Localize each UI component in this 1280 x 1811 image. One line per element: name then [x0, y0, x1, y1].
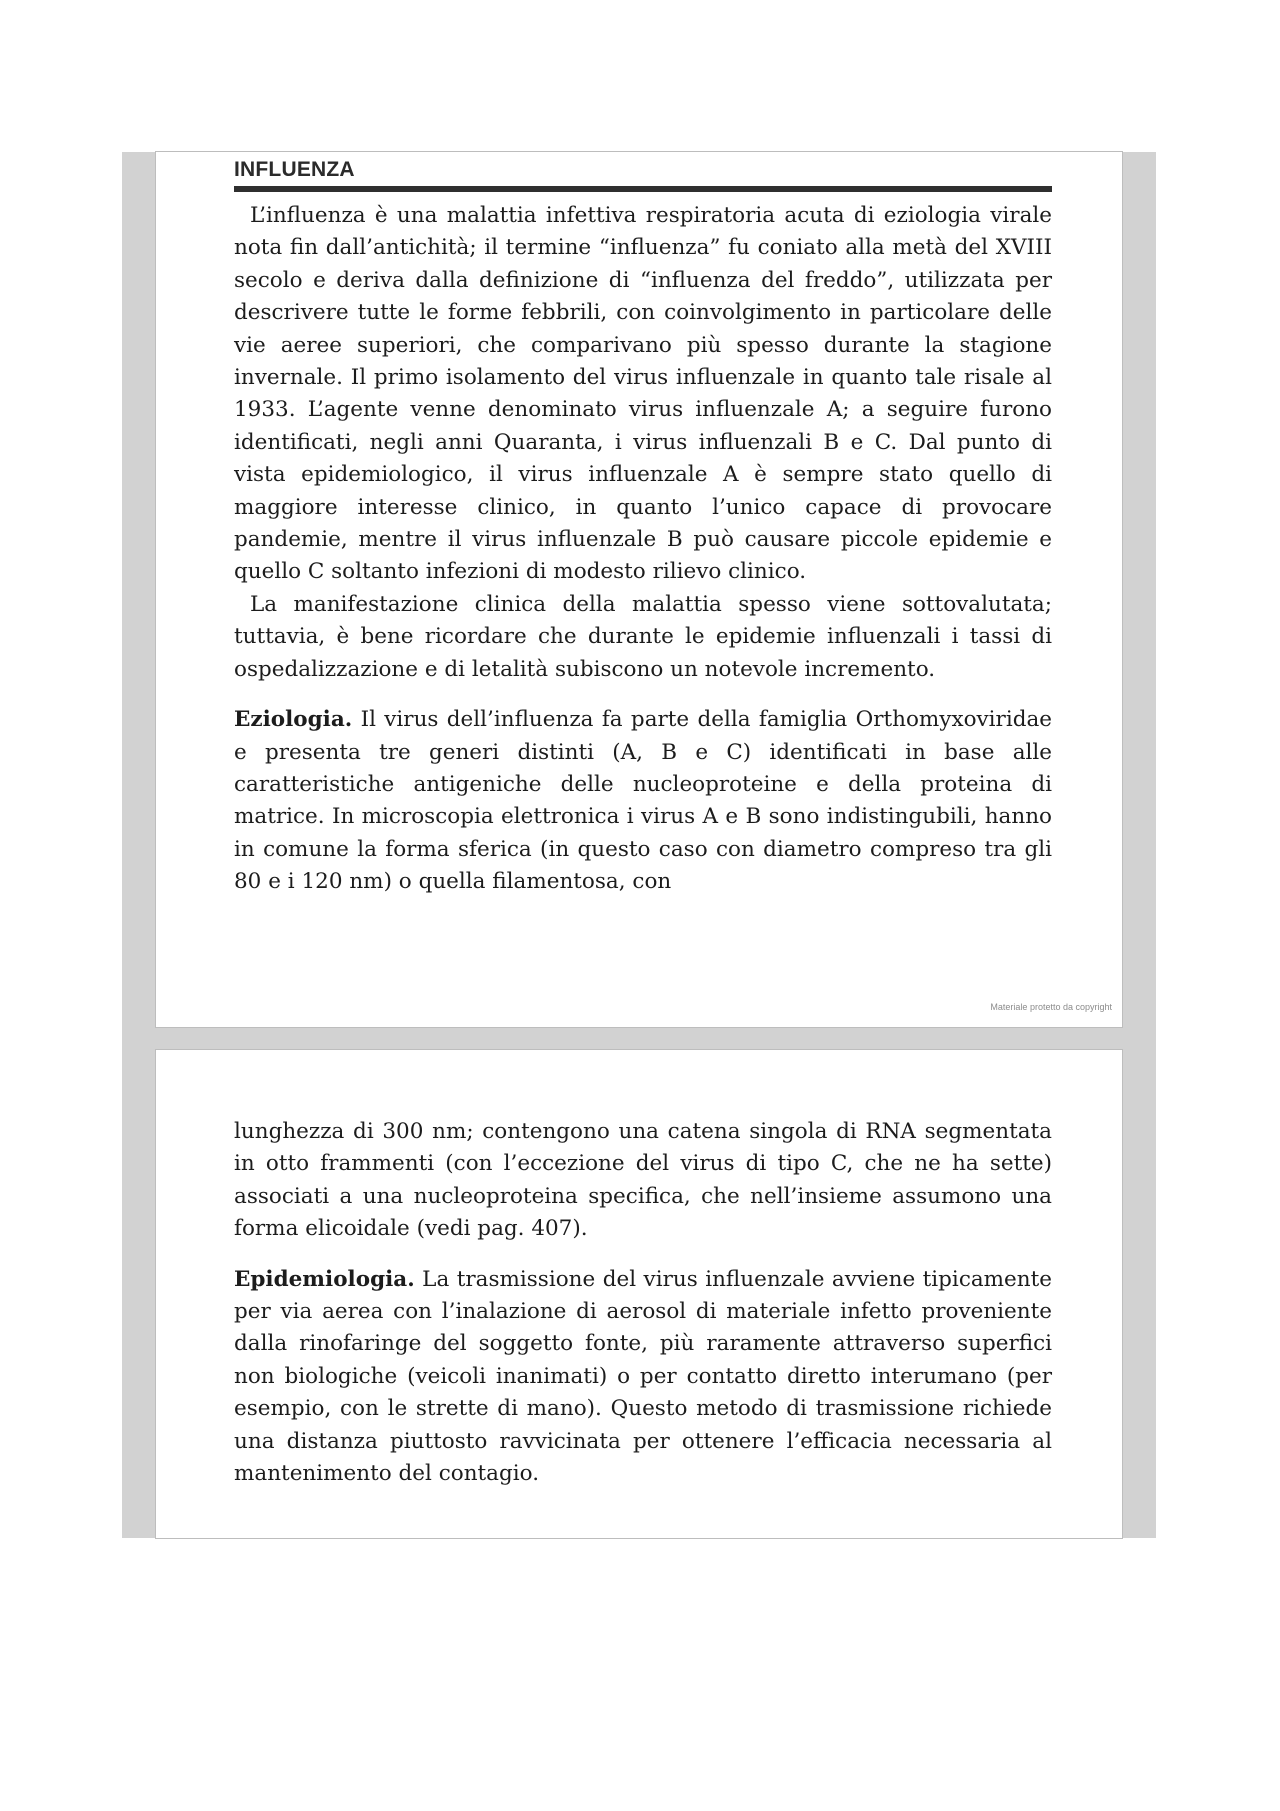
eziologia-paragraph: [234, 704, 1052, 898]
page-2-body: [234, 1116, 1052, 1490]
continuation-paragraph: lunghezza di 300 nm; contengono una catena singola di RNA segmentata in otto frammenti (con l’eccezione del virus di tipo C, che ne ha sette) associati a una nucleoproteina specifica, che nell’insieme assumono una forma elicoidale (vedi pag. 407).: [234, 1119, 1052, 1242]
copyright-notice: Materiale protetto da copyright: [990, 1002, 1112, 1012]
epidemiologia-paragraph: [234, 1264, 1052, 1491]
eziologia-heading: Eziologia.: [234, 707, 353, 733]
eziologia-text: Il virus dell’influenza fa parte della famiglia Orthomyxoviridae e presenta tre generi distinti (A, B e C) identificati in base alle caratteristiche antigeniche delle nucleoproteine e della proteina di matrice. In microscopia elettronica i virus A e B sono indistingubili, hanno in comune la forma sferica (in questo caso con diametro compreso tra gli 80 e i 120 nm) o quella filamentosa, con: [234, 707, 1052, 895]
section-title: INFLUENZA: [234, 158, 1052, 192]
epidemiologia-heading: Epidemiologia.: [234, 1266, 415, 1292]
page-2: [156, 1050, 1122, 1538]
epidemiologia-text: La trasmissione del virus influenzale avviene tipicamente per via aerea con l’inalazione di aerosol di materiale infetto proveniente dalla rinofaringe del soggetto fonte, più raramente attraverso superfici non biologiche (veicoli inanimati) o per contatto diretto interumano (per esempio, con le strette di mano). Questo metodo di trasmissione richiede una distanza piuttosto ravvicinata per ottenere l’efficacia necessaria al mantenimento del contagio.: [234, 1266, 1052, 1487]
intro-paragraph: L’influenza è una malattia infettiva respiratoria acuta di eziologia virale nota fin dall’antichità; il termine “influenza” fu coniato alla metà del XVIII secolo e deriva dalla definizione di “influenza del freddo”, utilizzata per descrivere tutte le forme febbrili, con coinvolgimento in particolare delle vie aeree superiori, che comparivano più spesso durante la stagione invernale. Il primo isolamento del virus influenzale in quanto tale risale al 1933. L’agente venne denominato virus influenzale A; a seguire furono identificati, negli anni Quaranta, i virus influenzali B e C. Dal punto di vista epidemiologico, il virus influenzale A è sempre stato quello di maggiore interesse clinico, in quanto l’unico capace di provocare pandemie, mentre il virus influenzale B può causare piccole epidemie e quello C soltanto infezioni di modesto rilievo clinico.: [234, 203, 1052, 585]
page-1: [156, 152, 1122, 1027]
clinical-paragraph: La manifestazione clinica della malattia spesso viene sottovalutata; tuttavia, è bene ricordare che durante le epidemie influenzali i tassi di ospedalizzazione e di letalità subiscono un notevole incremento.: [234, 591, 1052, 682]
document-viewer[interactable]: [122, 152, 1156, 1538]
page-1-body: [234, 200, 1052, 899]
